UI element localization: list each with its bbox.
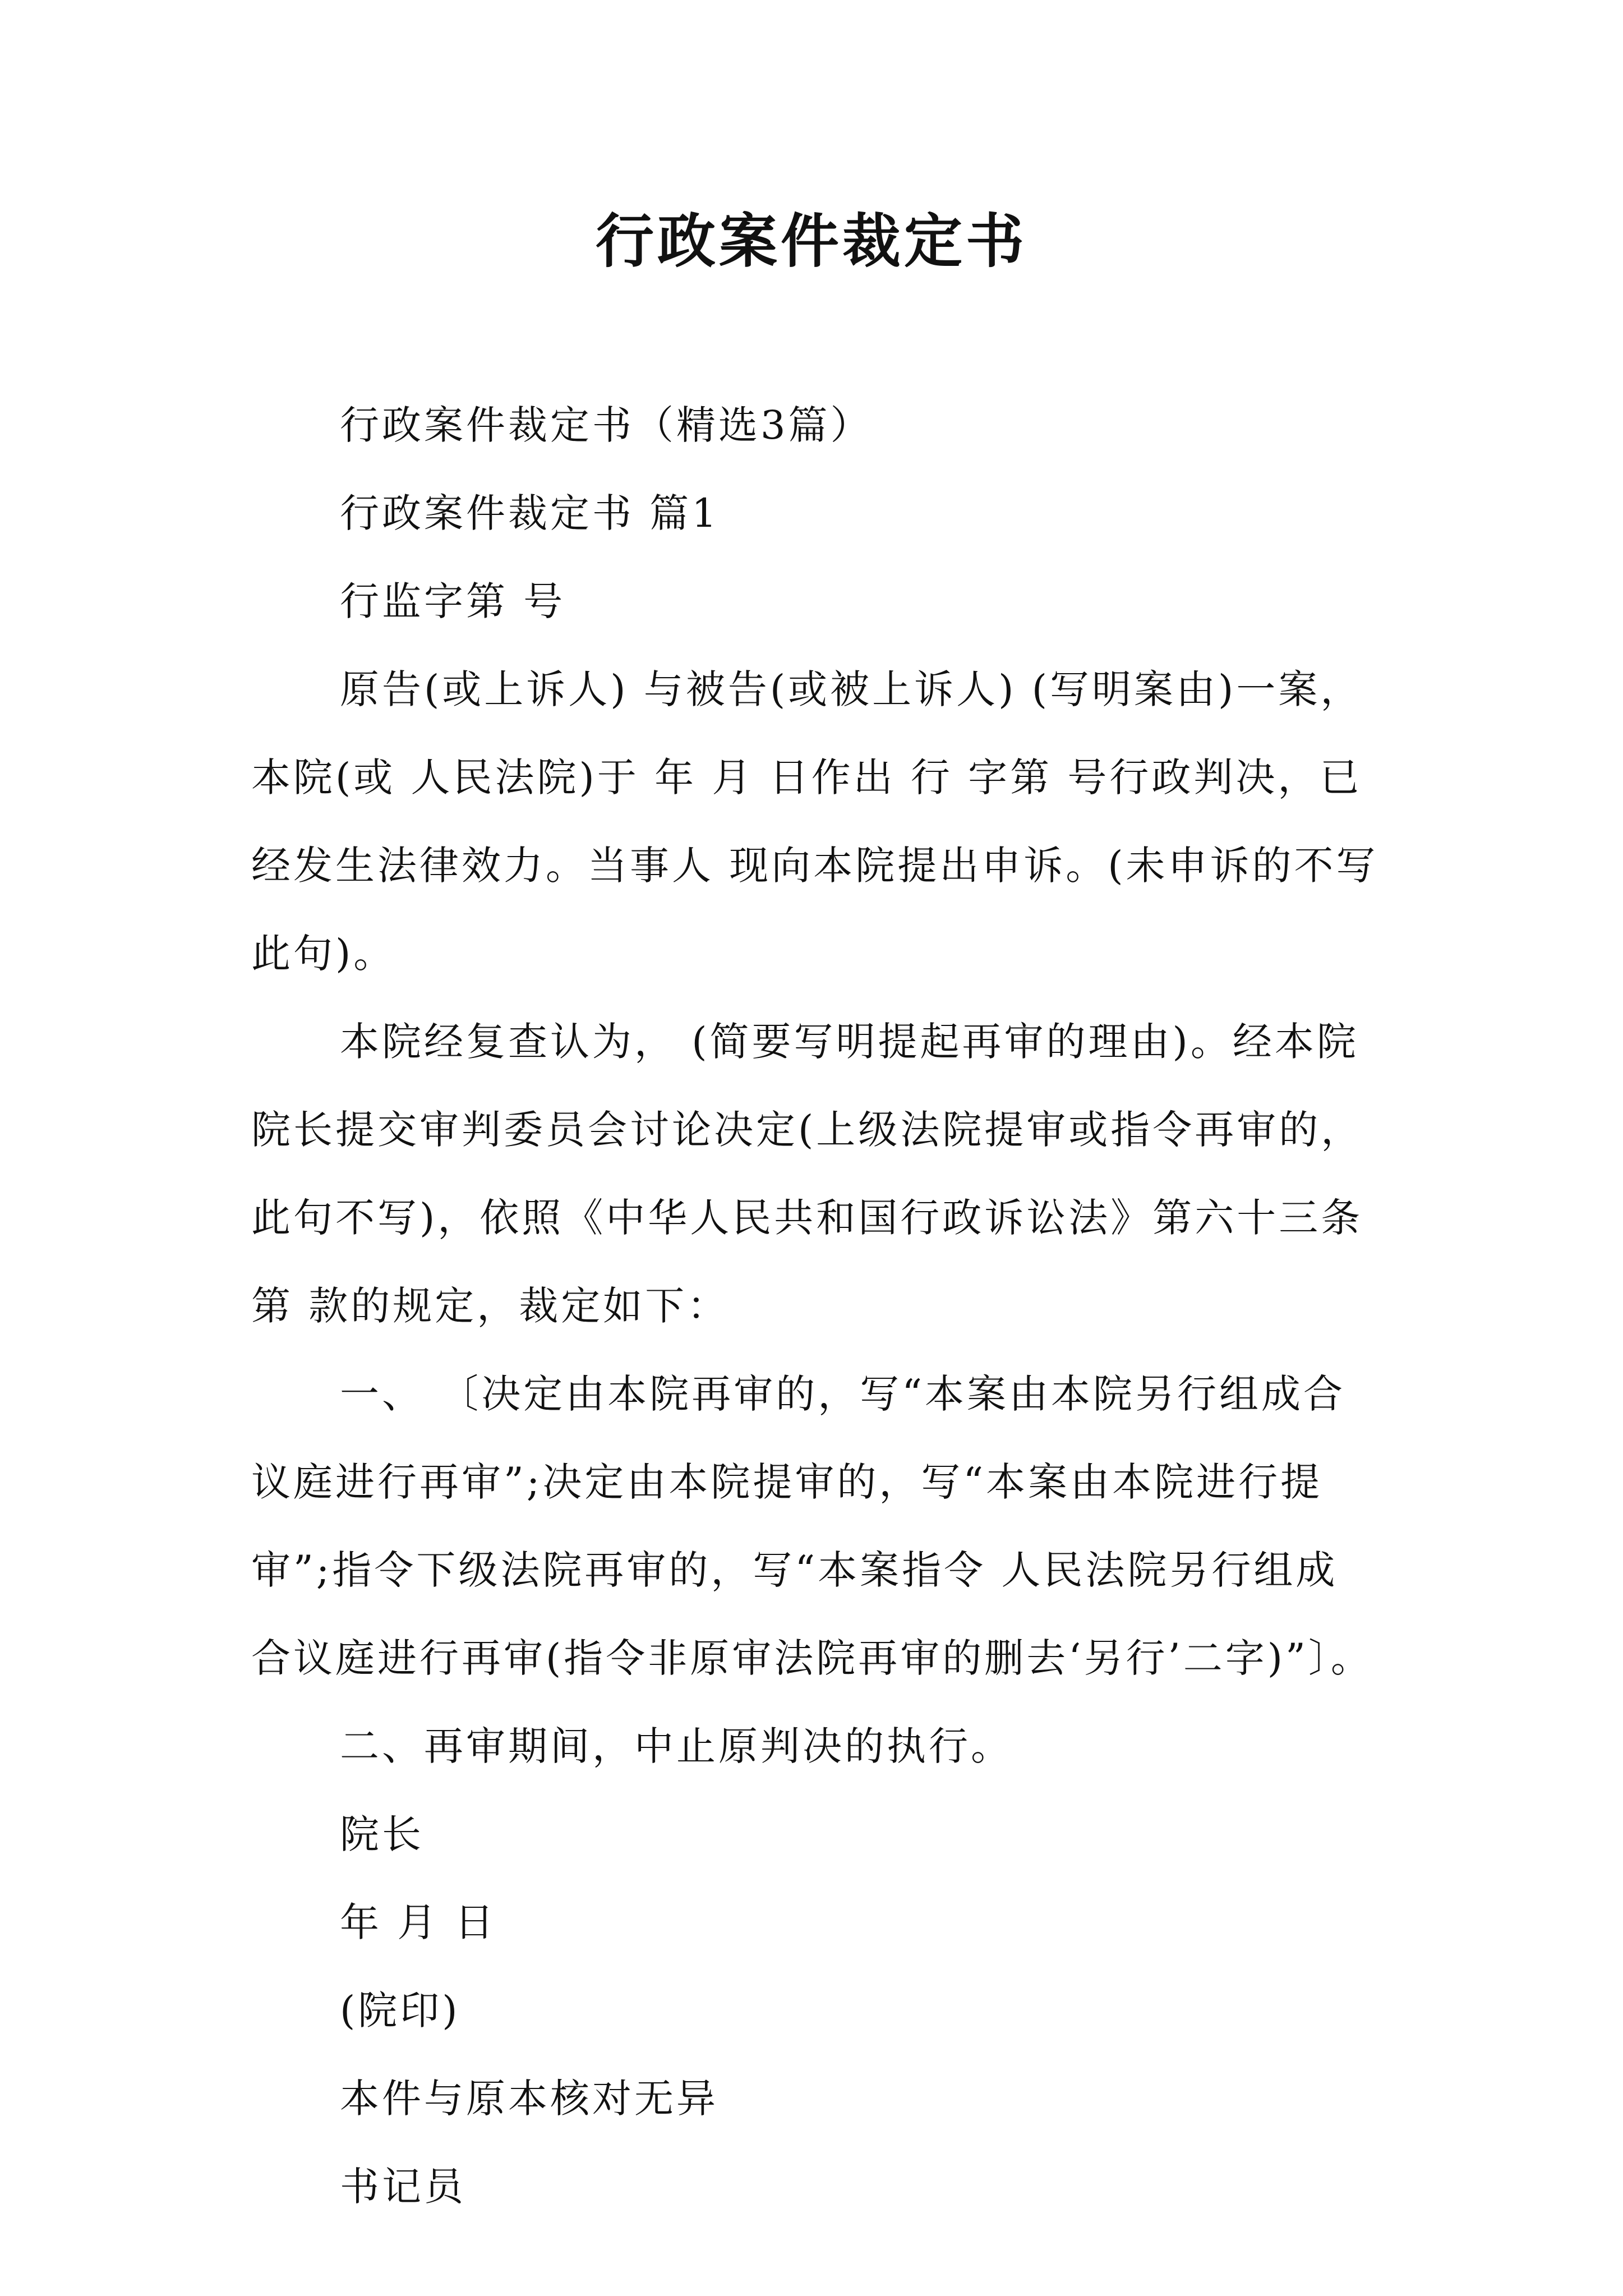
document-title: 行政案件裁定书 bbox=[595, 206, 1027, 275]
paragraph-ruling-two: 二、再审期间，中止原判决的执行。 bbox=[340, 1723, 1013, 1769]
paragraph-subtitle: 行政案件裁定书（精选3篇） bbox=[340, 402, 873, 448]
document-body bbox=[251, 381, 1378, 2231]
paragraph-case-background: 原告(或上诉人) 与被告(或被上诉人) (写明案由)一案，本院(或 人民法院)于 年 月 日作出 行 字第 号行政判决，已经发生法律效力。当事人 现向本院提出申诉。(未申诉的不写此句)。 bbox=[251, 666, 1378, 977]
signature-president: 院长 bbox=[340, 1811, 424, 1857]
verification-note: 本件与原本核对无异 bbox=[340, 2076, 718, 2122]
signature-date: 年 月 日 bbox=[340, 1899, 497, 1945]
signature-clerk: 书记员 bbox=[340, 2164, 466, 2210]
court-seal-note: (院印) bbox=[340, 1987, 460, 2033]
paragraph-ruling-one: 一、 〔决定由本院再审的，写“本案由本院另行组成合议庭进行再审”;决定由本院提审的，写“本案由本院进行提审”;指令下级法院再审的，写“本案指令 人民法院另行组成合议庭进行再审(指令非原审法院再审的删去‘另行’二字)”〕。 bbox=[251, 1371, 1373, 1681]
paragraph-case-number: 行监字第 号 bbox=[340, 578, 566, 624]
paragraph-review-reason: 本院经复查认为， (简要写明提起再审的理由)。经本院院长提交审判委员会讨论决定(上级法院提审或指令再审的，此句不写)，依照《中华人民共和国行政诉讼法》第六十三条第 款的规定，裁定如下： bbox=[251, 1019, 1363, 1329]
paragraph-section-heading: 行政案件裁定书 篇1 bbox=[340, 490, 720, 536]
